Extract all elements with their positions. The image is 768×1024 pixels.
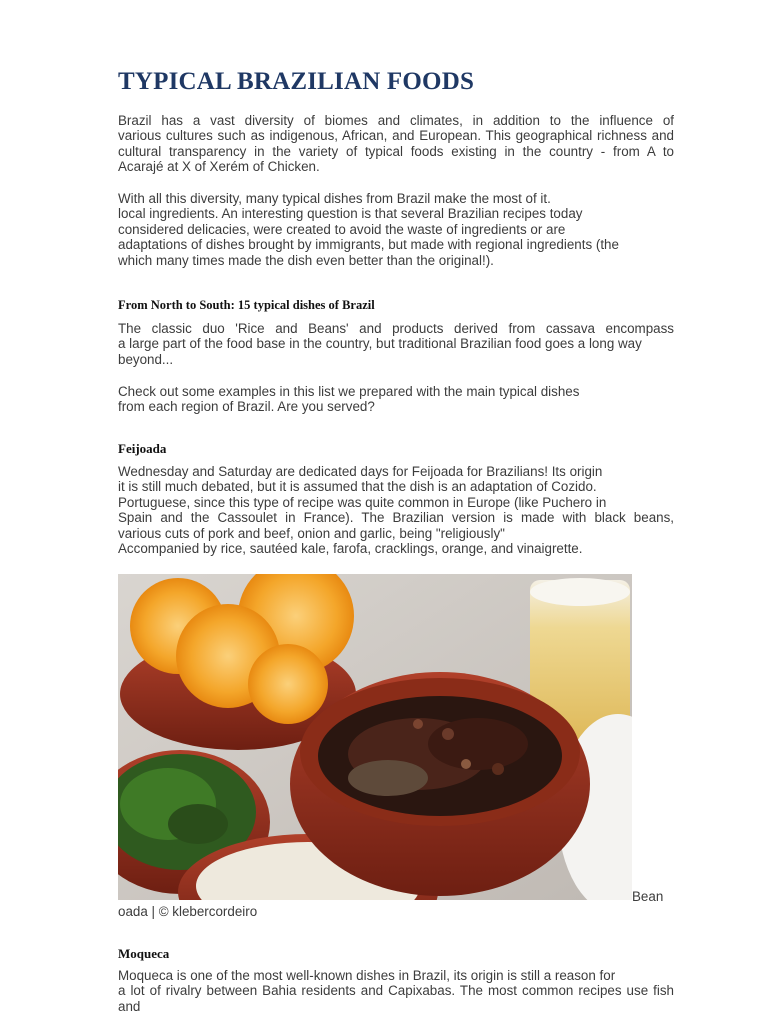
- text-line: a lot of rivalry between Bahia residents and Capixabas. The most common recipes use fish and: [118, 983, 674, 1014]
- intro-paragraph-2: [118, 191, 674, 268]
- section-paragraph-2: [118, 384, 674, 415]
- text-line: adaptations of dishes brought by immigrants, but made with regional ingredients (the: [118, 237, 619, 253]
- text-line: Acarajé at X of Xerém of Chicken.: [118, 159, 320, 175]
- text-line: Wednesday and Saturday are dedicated days for Feijoada for Brazilians! Its origin: [118, 464, 603, 479]
- text-line: various cultures such as indigenous, African, and European. This geographical richness and: [118, 128, 674, 144]
- section-paragraph-1: [118, 321, 674, 367]
- intro-paragraph-1: [118, 113, 674, 175]
- moqueca-heading: Moqueca: [118, 946, 170, 961]
- moqueca-paragraph: [118, 968, 674, 1014]
- page-title: TYPICAL BRAZILIAN FOODS: [118, 68, 475, 95]
- text-line: it is still much debated, but it is assumed that the dish is an adaptation of Cozido.: [118, 479, 597, 495]
- section-heading: From North to South: 15 typical dishes of Brazil: [118, 298, 375, 312]
- text-line: a large part of the food base in the country, but traditional Brazilian food goes a long way: [118, 336, 642, 352]
- feijoada-paragraph: [118, 464, 674, 556]
- text-line: Brazil has a vast diversity of biomes and climates, in addition to the influence of: [118, 113, 674, 128]
- text-line: Portuguese, since this type of recipe was quite common in Europe (like Puchero in: [118, 494, 607, 510]
- text-line: Spain and the Cassoulet in France). The Brazilian version is made with black beans,: [118, 510, 674, 526]
- text-line: Check out some examples in this list we prepared with the main typical dishes: [118, 384, 580, 399]
- text-line: Accompanied by rice, sautéed kale, farofa, cracklings, orange, and vinaigrette.: [118, 541, 583, 557]
- text-line: which many times made the dish even better than the original!).: [118, 252, 494, 268]
- text-line: considered delicacies, were created to avoid the waste of ingredients or are: [118, 221, 566, 237]
- feijoada-illustration: [118, 574, 632, 900]
- text-line: With all this diversity, many typical dishes from Brazil make the most of it.: [118, 191, 551, 206]
- text-line: local ingredients. An interesting question is that several Brazilian recipes today: [118, 206, 583, 222]
- feijoada-photo: [118, 574, 632, 900]
- text-line: various cuts of pork and beef, onion and garlic, being "religiously": [118, 525, 505, 541]
- text-line: Moqueca is one of the most well-known dishes in Brazil, its origin is still a reason for: [118, 968, 616, 983]
- photo-caption-part2: oada | © klebercordeiro: [118, 904, 258, 919]
- photo-caption-part1: Bean: [632, 889, 664, 904]
- text-line: beyond...: [118, 351, 174, 367]
- text-line: cultural transparency in the variety of typical foods existing in the country - from A to: [118, 143, 674, 159]
- feijoada-heading: Feijoada: [118, 441, 167, 456]
- text-line: from each region of Brazil. Are you served?: [118, 399, 375, 415]
- text-line: The classic duo 'Rice and Beans' and products derived from cassava encompass: [118, 321, 674, 336]
